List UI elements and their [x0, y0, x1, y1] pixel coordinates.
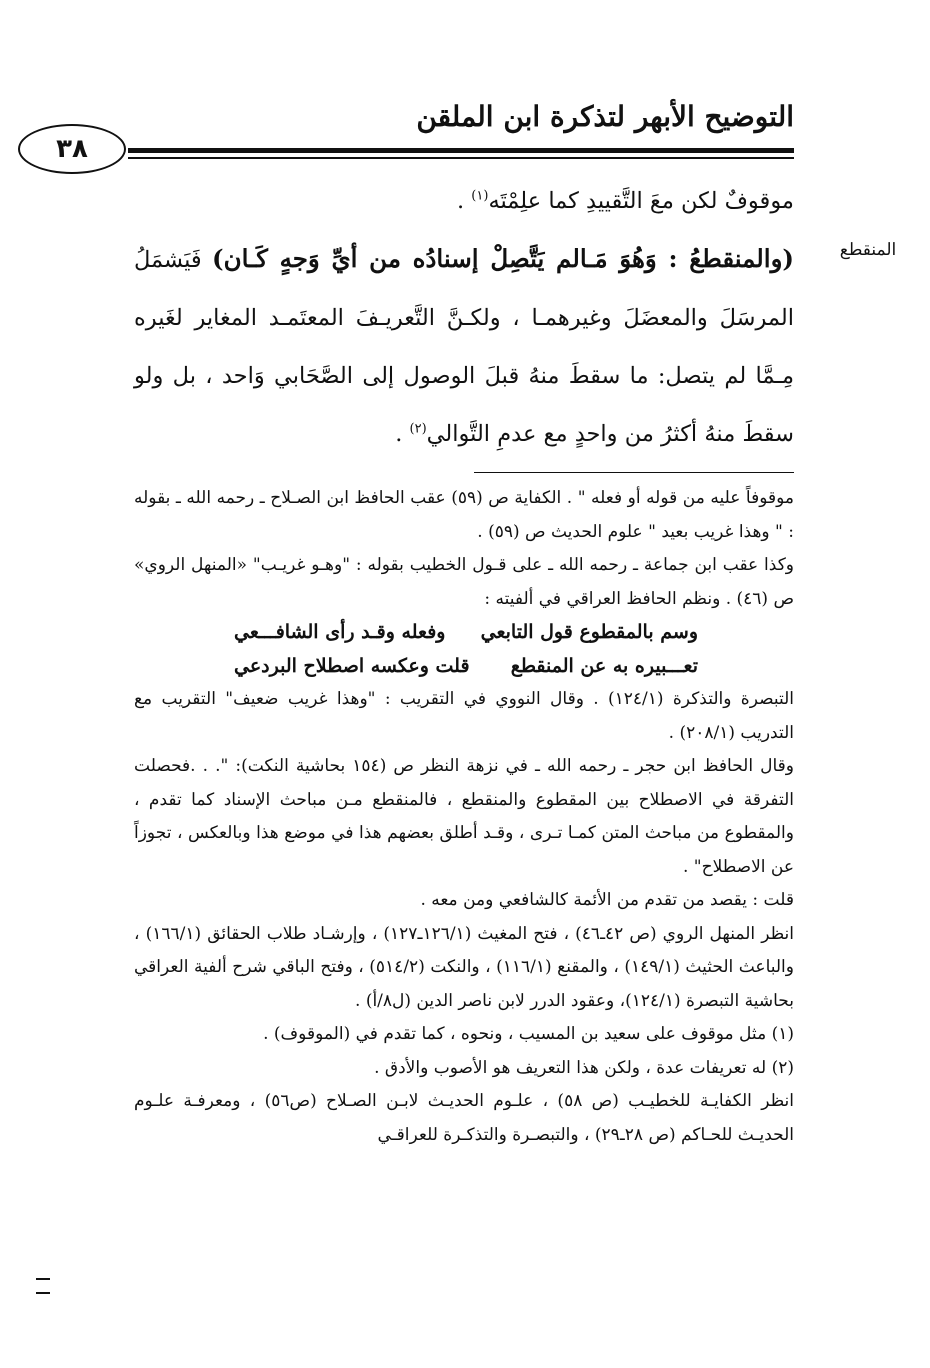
- main-paragraph-1-text: موقوفٌ لكن معَ التَّقييدِ كما علِمْتَه: [488, 188, 794, 214]
- footnote-line: موقوفاً عليه من قوله أو فعله " . الكفاية ص (٥٩) عقب الحافظ ابن الصـلاح ـ رحمه الله ـ بقوله : " وهذا غريب بعيد " علوم الحديث ص (٥٩) .: [134, 488, 794, 542]
- footnote-separator: [474, 472, 794, 473]
- page-number-oval: ٣٨: [18, 124, 126, 174]
- footnote-ref-2: (٢): [409, 421, 427, 437]
- footnote-2: (٢) له تعريفات عدة ، ولكن هذا التعريف هو الأصوب والأدق .: [374, 1057, 794, 1078]
- main-paragraph-1-end: .: [456, 188, 472, 214]
- continuation-mark: [36, 1278, 50, 1294]
- footnote-line: وقال الحافظ ابن حجر ـ رحمه الله ـ في نزهة النظر ص (١٥٤ بحاشية النكت): ". . .فحصلت التفرقة في الاصطلاح بين المقطوع والمنقطع ، فالمنقطع مـن مباحث الإسناد كما تقدم ، والمقطوع من مباحث المتن كمـا تـرى ، وقـد أطلق بعضهم هذا في موضع هذا وبالعكس ، تجوزاً عن الاصطلاح" .: [134, 756, 794, 877]
- running-head-title: التوضيح الأبهر لتذكرة ابن الملقن: [416, 100, 794, 133]
- main-paragraph-1: [134, 172, 794, 230]
- footnote-line: التبصرة والتذكرة (١٢٤/١) . وقال النووي في التقريب : "وهذا غريب ضعيف" التقريب مع التدريب (٢٠٨/١) .: [134, 689, 794, 743]
- verse-hemistich: قلت وعكسه اصطلاح البردعي: [234, 654, 470, 677]
- definition-bold: (والمنقطعُ : وَهُوَ مَـالم يَتَّصِلْ إسنادُه من أيِّ وَجهٍ كَـان): [212, 244, 794, 273]
- footnote-line: قلت : يقصد من تقدم من الأئمة كالشافعي ومن معه .: [420, 890, 794, 910]
- footnote-1: (١) مثل موقوف على سعيد بن المسيب ، ونحوه ، كما تقدم في (الموقوف) .: [263, 1024, 794, 1044]
- footnote-line: وكذا عقب ابن جماعة ـ رحمه الله ـ على قـول الخطيب بقوله : "وهـو غريـب" «المنهل الروي» ص (٤٦) . ونظم الحافظ العراقي في ألفيته :: [134, 555, 794, 609]
- main-paragraph-2-text: فَيَشمَلُ المرسَلَ والمعضَلَ وغيرهمـا ، ولكـنَّ التَّعريـفَ المعتَمـد المغاير لغَيره مِـمَّا لم يتصل: ما سقطَ منهُ قبلَ الوصول إلى الصَّحَابي وَاحد ، بل ولو سقطَ منهُ أكثرُ من واحدٍ مع عدمِ التَّوالي: [134, 247, 794, 447]
- verse-line-2: [134, 650, 794, 684]
- main-paragraph-2: [134, 230, 794, 463]
- header-rule-thick: [128, 148, 794, 153]
- verse-hemistich: وفعله وقـد رأى الشافـــعي: [234, 621, 446, 643]
- margin-note: المنقطع: [839, 240, 897, 260]
- footnote-line: انظر المنهل الروي (ص ٤٢ـ٤٦) ، فتح المغيث (١٢٦/١ـ١٢٧) ، وإرشـاد طلاب الحقائق (١٦٦/١) ، والباعث الحثيث (١٤٩/١) ، والمقنع (١١٦/١) ، والنكت (٥١٤/٢) ، وفتح الباقي شرح ألفية العراقي بحاشية التبصرة (١٢٤/١)، وعقود الدرر لابن ناصر الدين (ل٨/أ) .: [134, 923, 794, 1011]
- verse-hemistich: وسم بالمقطوع قول التابعي: [480, 621, 698, 643]
- header-rule-thin: [128, 157, 794, 159]
- footnote-ref-1: (١): [471, 188, 489, 204]
- main-paragraph-2-end: .: [395, 421, 410, 447]
- main-text: [134, 172, 794, 463]
- footnotes: [134, 482, 794, 1152]
- verse-hemistich: تعـــبيره به عن المنقطع: [510, 654, 698, 677]
- footnote-line: انظر الكفايـة للخطيـب (ص ٥٨) ، علـوم الحديـث لابـن الصـلاح (ص٥٦) ، ومعرفـة علـوم الحديـث للحـاكم (ص ٢٨ـ٢٩) ، والتبصـرة والتذكـرة للعراقـي: [134, 1091, 794, 1145]
- verse-line-1: [134, 616, 794, 650]
